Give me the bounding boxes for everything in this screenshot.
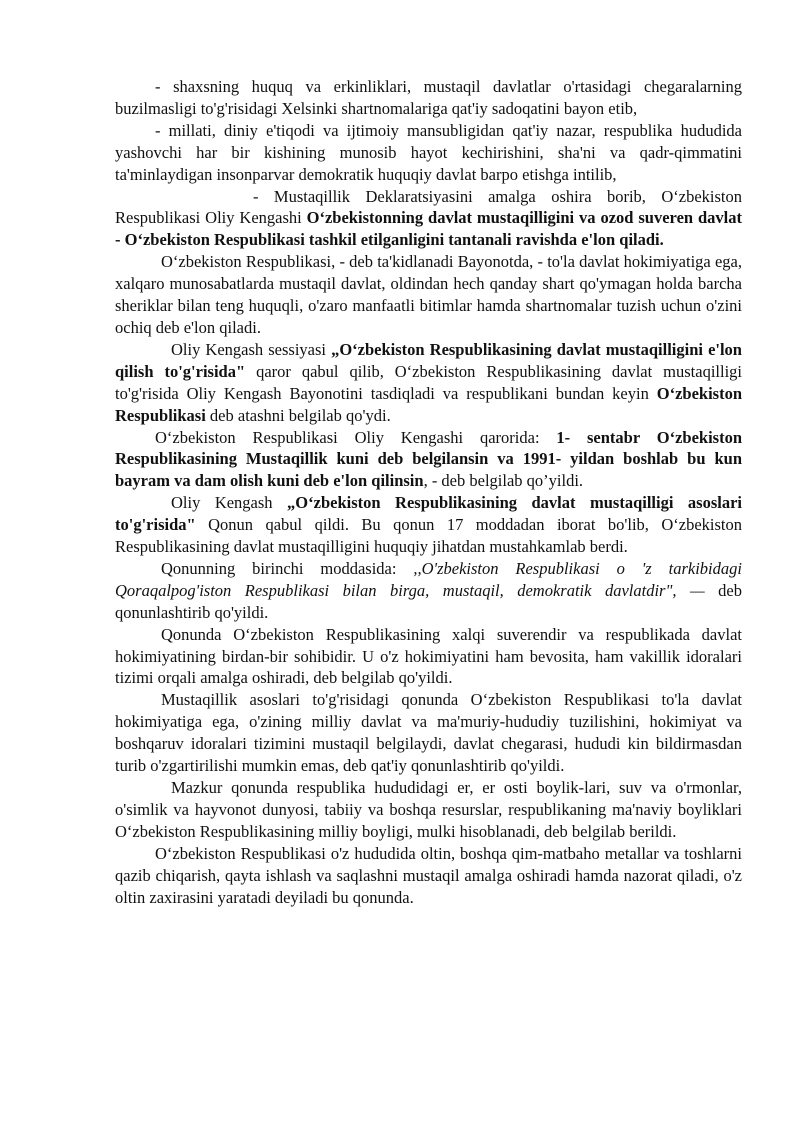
paragraph-3 — [115, 186, 742, 252]
paragraph-4 — [115, 251, 742, 339]
text: Qonun qabul qildi. Bu qonun 17 moddadan iborat bo'lib, O‘zbekiston Respublikasining davlat mustaqilligini huquqiy jihatdan mustahkamlab berdi. — [115, 515, 742, 557]
text: Mustaqillik asoslari to'g'risidagi qonunda O‘zbekiston Respublikasi to'la davlat hokimiyatiga ega, o'zining milliy davlat va ma'muriy-hududiy tuzilishini, hokimiyat va boshqaruv idoralari tizimini mustaqil belgilaydi, davlat chegarasi, hududi kin bildirmasdan turib o'zgartirilishi mumkin emas, deb qat'iy qonunlashtirib qo'yildi. — [115, 690, 742, 776]
italic-text: ,,O'zbekiston Respublikasi o 'z tarkibidagi Qoraqalpog'iston Respublikasi bilan birga, mustaqil, demokratik davlatdir", — — [115, 558, 742, 600]
text: , - deb belgilab qo’yildi. — [423, 471, 584, 491]
text: - Mustaqillik Deklaratsiyasini amalga oshira borib, O‘zbekiston Respublikasi Oliy Kengashi — [115, 186, 742, 228]
text: deb qonunlashtirib qo'yildi. — [115, 580, 742, 622]
text: O‘zbekiston Respublikasi o'z hududida oltin, boshqa qim-matbaho metallar va toshlarni qazib chiqarish, qayta ishlash va saqlashni mustaqil amalga oshiradi hamda nazorat qiladi, o'z oltin zaxirasini yaratadi deyiladi bu qonunda. — [115, 843, 742, 907]
text: Qonunda O‘zbekiston Respublikasining xalqi suverendir va respublikada davlat hokimiyatining birdan-bir sohibidir. U o'z hokimiyatini ham bevosita, ham vakillik idoralari tizimi orqali amalga oshiradi, deb belgilab qo'yildi. — [115, 624, 742, 688]
paragraph-10 — [115, 689, 742, 777]
text: Oliy Kengash sessiyasi — [171, 339, 332, 359]
bold-text: „O‘zbekiston Respublikasining davlat mustaqilligi asoslari to'g'risida" — [115, 493, 742, 535]
bold-text: O‘zbekiston Respublikasi — [115, 383, 742, 425]
bold-text: „O‘zbekiston Respublikasining davlat mustaqilligini e'lon qilish to'g'risida" — [115, 339, 742, 381]
paragraph-11 — [115, 777, 742, 843]
bold-text: 1- sentabr O‘zbekiston Respublikasining Mustaqillik kuni deb belgilansin va 1991- yildan boshlab bu kun bayram va dam olish kuni deb e'lon qilinsin — [115, 427, 742, 491]
bold-text: O‘zbekistonning davlat mustaqilligini va ozod suveren davlat - O‘zbekiston Respublikasi tashkil etilganligini tantanali ravishda e'lon qiladi. — [115, 208, 742, 250]
document-page — [115, 76, 742, 908]
text: - shaxsning huquq va erkinliklari, mustaqil davlatlar o'rtasidagi chegaralarning buzilmasligi to'g'risidagi Xelsinki shartnomalariga qat'iy sadoqatini bayon etib, — [115, 77, 742, 118]
paragraph-1 — [115, 76, 742, 120]
paragraph-2 — [115, 120, 742, 186]
text: Mazkur qonunda respublika hududidagi er, er osti boylik-lari, suv va o'rmonlar, o'simlik va hayvonot dunyosi, tabiiy va boshqa resurslar, respublikaning ma'naviy boyliklari O‘zbekiston Respublikasining milliy boyligi, mulki hisoblanadi, deb belgilab berildi. — [115, 778, 742, 841]
paragraph-6 — [115, 427, 742, 493]
paragraph-12 — [115, 843, 742, 909]
paragraph-5 — [115, 339, 742, 427]
paragraph-9 — [115, 624, 742, 690]
text: deb atashni belgilab qo'ydi. — [205, 405, 391, 425]
text: O‘zbekiston Respublikasi, - deb ta'kidlanadi Bayonotda, - to'la davlat hokimiyatiga ega, xalqaro munosabatlarda mustaqil davlat, oldindan hech qanday shart qo'ymagan holda barcha sheriklar bilan teng huquqli, o'zaro manfaatli bitimlar hamda shartnomalar tuzish uchun o'zini ochiq deb e'lon qiladi. — [115, 252, 742, 337]
text: Qonunning birinchi moddasida: — [161, 558, 414, 578]
text: Oliy Kengash — [171, 493, 288, 513]
paragraph-7 — [115, 492, 742, 558]
text: - millati, diniy e'tiqodi va ijtimoiy mansubligidan qat'iy nazar, respublika hududida yashovchi har bir kishining munosib hayot kechirishini, sha'ni va qadr-qimmatini ta'minlaydigan insonparvar demokratik huquqiy davlat barpo etishga intilib, — [115, 120, 742, 184]
text: O‘zbekiston Respublikasi Oliy Kengashi qarorida: — [155, 427, 557, 447]
text: qaror qabul qilib, O‘zbekiston Respublikasining davlat mustaqilligi to'g'risida Oliy Kengash Bayonotini tasdiqladi va respublikani bundan keyin — [115, 361, 742, 403]
paragraph-8 — [115, 558, 742, 624]
